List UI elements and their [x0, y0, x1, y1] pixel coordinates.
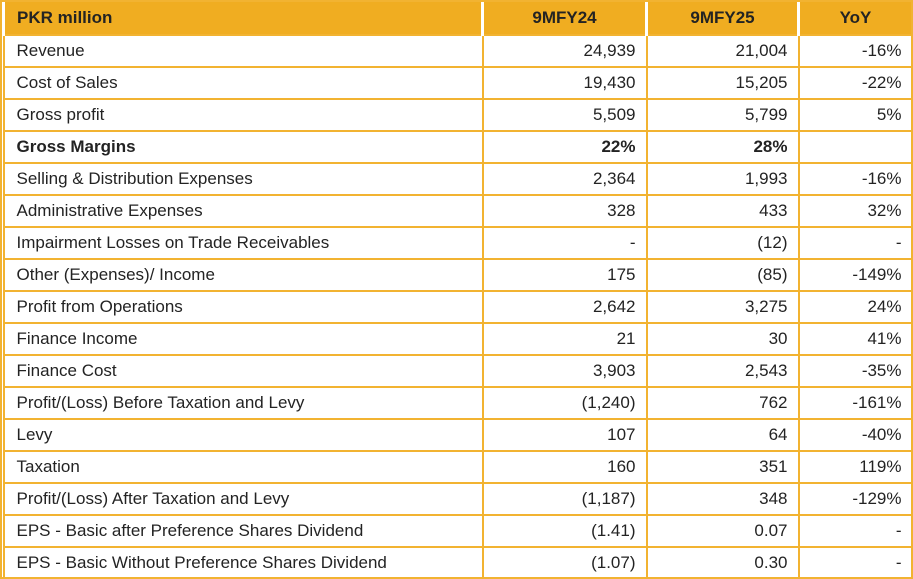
yoy-value-cell: 41%: [799, 323, 913, 355]
fy24-value-cell: 22%: [483, 131, 647, 163]
fy24-value-cell: 21: [483, 323, 647, 355]
row-label-cell: Other (Expenses)/ Income: [4, 259, 483, 291]
yoy-value-cell: 5%: [799, 99, 913, 131]
row-label-cell: Profit/(Loss) After Taxation and Levy: [4, 483, 483, 515]
row-label-cell: Profit/(Loss) Before Taxation and Levy: [4, 387, 483, 419]
table-row: [4, 163, 913, 195]
row-label-cell: Revenue: [4, 35, 483, 67]
row-label-cell: Levy: [4, 419, 483, 451]
col-header-9mfy25: 9MFY25: [647, 2, 799, 35]
fy25-value-cell: 64: [647, 419, 799, 451]
yoy-value-cell: -: [799, 227, 913, 259]
yoy-value-cell: 24%: [799, 291, 913, 323]
table-row: [4, 387, 913, 419]
fy25-value-cell: 348: [647, 483, 799, 515]
table-row: [4, 67, 913, 99]
row-label-cell: Gross profit: [4, 99, 483, 131]
row-label-cell: Administrative Expenses: [4, 195, 483, 227]
table-row: [4, 227, 913, 259]
fy25-value-cell: 0.07: [647, 515, 799, 547]
yoy-value-cell: [799, 131, 913, 163]
yoy-value-cell: -22%: [799, 67, 913, 99]
pnl-table: [2, 2, 913, 579]
yoy-value-cell: 32%: [799, 195, 913, 227]
table-row: [4, 515, 913, 547]
fy25-value-cell: 30: [647, 323, 799, 355]
fy25-value-cell: 351: [647, 451, 799, 483]
table-row: [4, 355, 913, 387]
row-label-cell: Taxation: [4, 451, 483, 483]
table-row: [4, 483, 913, 515]
fy25-value-cell: 5,799: [647, 99, 799, 131]
fy24-value-cell: 24,939: [483, 35, 647, 67]
table-row: [4, 323, 913, 355]
yoy-value-cell: -: [799, 547, 913, 579]
col-header-9mfy24: 9MFY24: [483, 2, 647, 35]
table-row: [4, 259, 913, 291]
fy24-value-cell: 2,642: [483, 291, 647, 323]
fy24-value-cell: 2,364: [483, 163, 647, 195]
fy25-value-cell: (85): [647, 259, 799, 291]
table-row: [4, 451, 913, 483]
yoy-value-cell: 119%: [799, 451, 913, 483]
row-label-cell: Finance Cost: [4, 355, 483, 387]
yoy-value-cell: -161%: [799, 387, 913, 419]
row-label-cell: Cost of Sales: [4, 67, 483, 99]
fy25-value-cell: 21,004: [647, 35, 799, 67]
fy25-value-cell: 28%: [647, 131, 799, 163]
fy24-value-cell: 19,430: [483, 67, 647, 99]
table-row: [4, 99, 913, 131]
fy24-value-cell: 160: [483, 451, 647, 483]
row-label-cell: Impairment Losses on Trade Receivables: [4, 227, 483, 259]
row-label-cell: EPS - Basic after Preference Shares Dividend: [4, 515, 483, 547]
fy25-value-cell: 1,993: [647, 163, 799, 195]
fy24-value-cell: (1,240): [483, 387, 647, 419]
col-header-yoy: YoY: [799, 2, 913, 35]
table-row: [4, 291, 913, 323]
yoy-value-cell: -16%: [799, 163, 913, 195]
table-row: [4, 547, 913, 579]
yoy-value-cell: -149%: [799, 259, 913, 291]
fy25-value-cell: 3,275: [647, 291, 799, 323]
fy24-value-cell: (1.07): [483, 547, 647, 579]
fy25-value-cell: 762: [647, 387, 799, 419]
unit-header-cell: PKR million: [4, 2, 483, 35]
fy24-value-cell: 328: [483, 195, 647, 227]
yoy-value-cell: -: [799, 515, 913, 547]
row-label-cell: EPS - Basic Without Preference Shares Dividend: [4, 547, 483, 579]
row-label-cell: Gross Margins: [4, 131, 483, 163]
fy24-value-cell: 107: [483, 419, 647, 451]
header-row: [4, 2, 913, 35]
table-row: [4, 131, 913, 163]
fy25-value-cell: 0.30: [647, 547, 799, 579]
yoy-value-cell: -40%: [799, 419, 913, 451]
fy25-value-cell: 15,205: [647, 67, 799, 99]
row-label-cell: Selling & Distribution Expenses: [4, 163, 483, 195]
row-label-cell: Finance Income: [4, 323, 483, 355]
table-row: [4, 35, 913, 67]
fy25-value-cell: 433: [647, 195, 799, 227]
yoy-value-cell: -35%: [799, 355, 913, 387]
yoy-value-cell: -16%: [799, 35, 913, 67]
fy24-value-cell: 175: [483, 259, 647, 291]
table-row: [4, 419, 913, 451]
row-label-cell: Profit from Operations: [4, 291, 483, 323]
fy24-value-cell: 3,903: [483, 355, 647, 387]
fy24-value-cell: (1,187): [483, 483, 647, 515]
fy25-value-cell: 2,543: [647, 355, 799, 387]
fy25-value-cell: (12): [647, 227, 799, 259]
yoy-value-cell: -129%: [799, 483, 913, 515]
fy24-value-cell: 5,509: [483, 99, 647, 131]
fy24-value-cell: (1.41): [483, 515, 647, 547]
fy24-value-cell: -: [483, 227, 647, 259]
table-row: [4, 195, 913, 227]
